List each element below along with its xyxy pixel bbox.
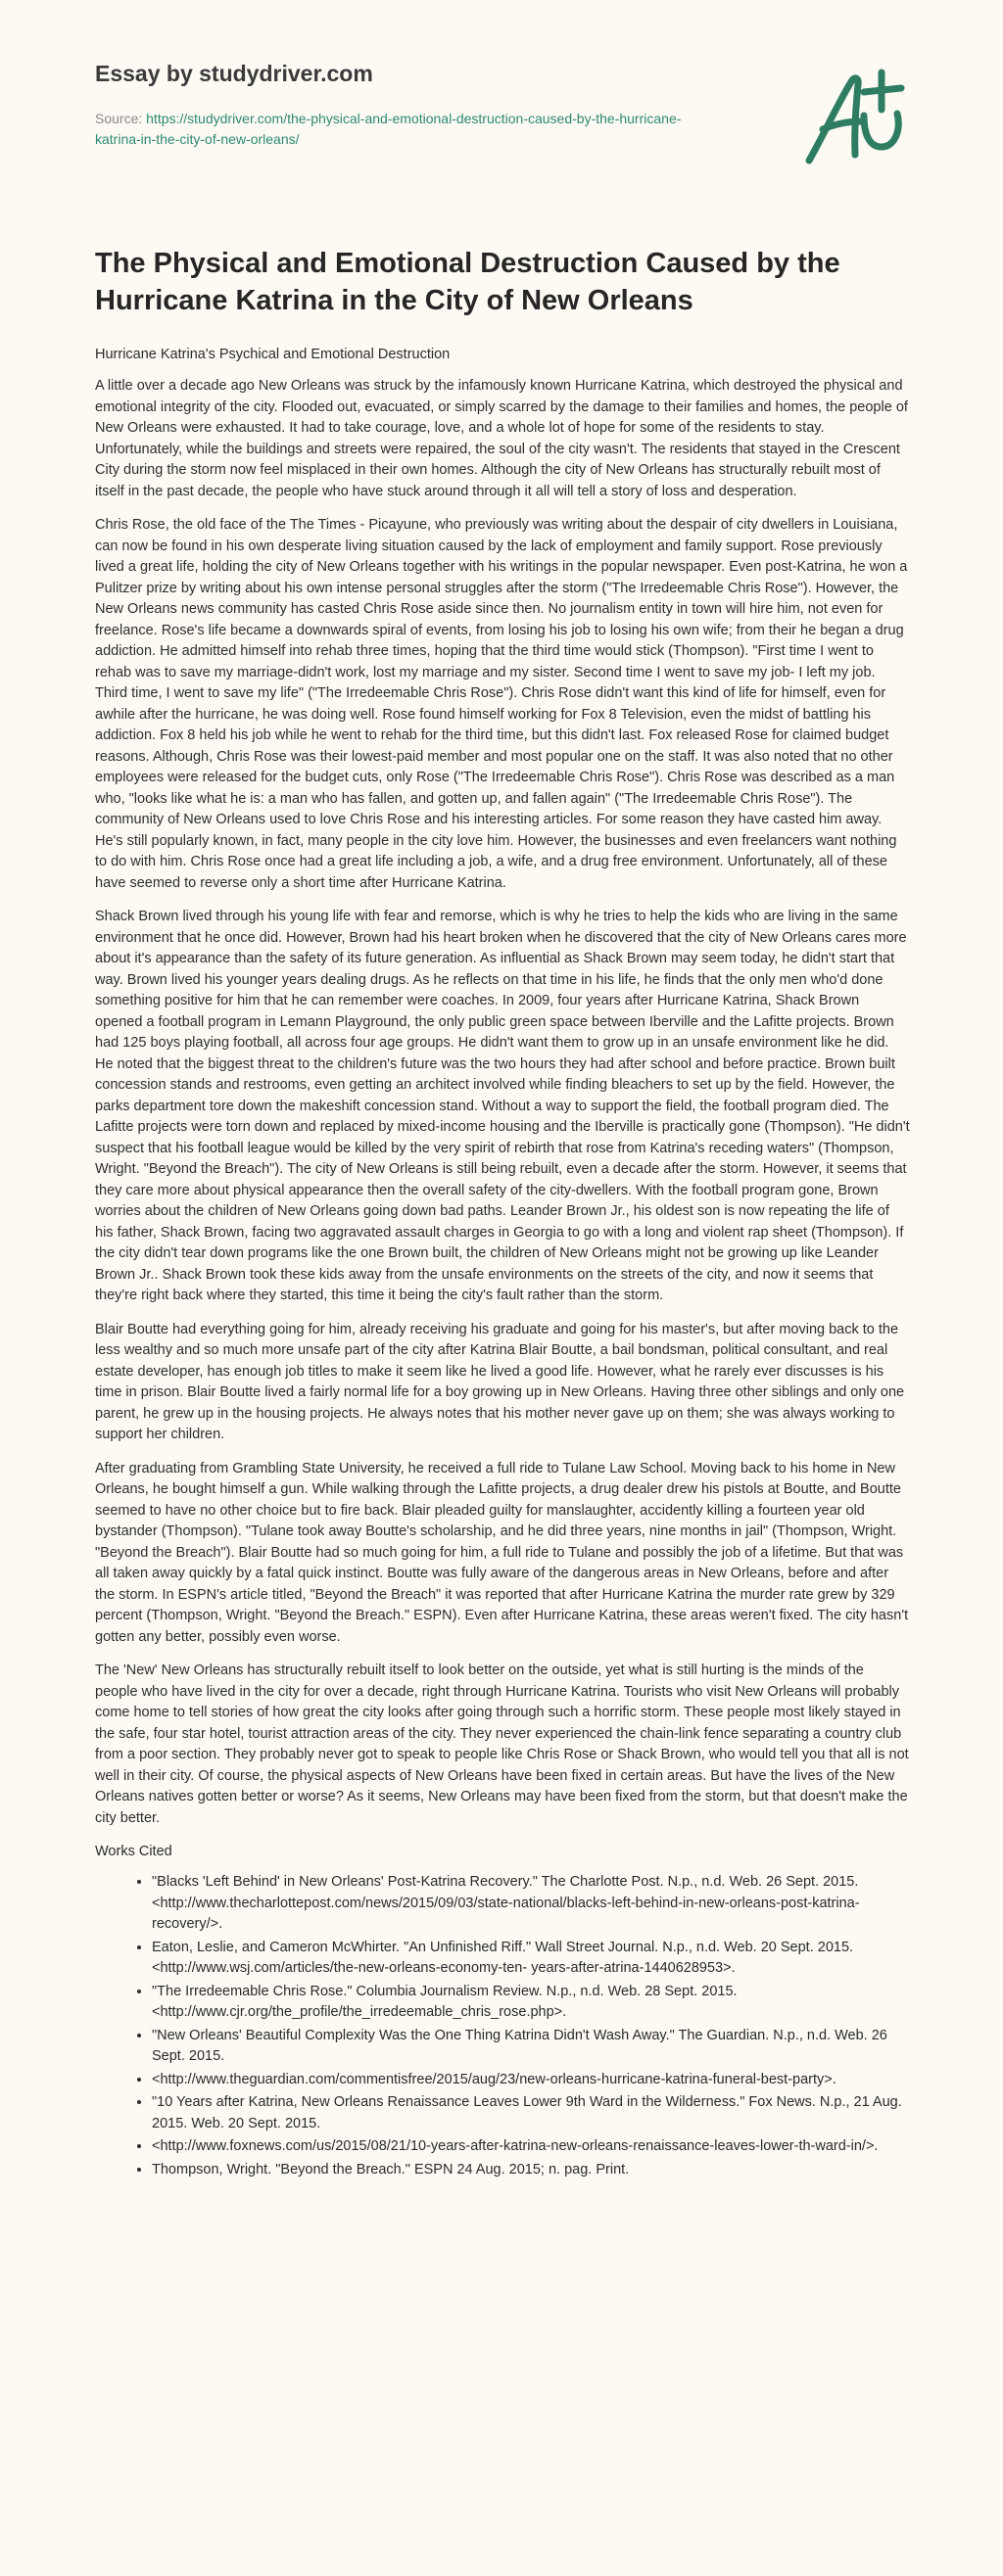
essay-article bbox=[95, 245, 910, 2182]
works-cited-item: • "Blacks 'Left Behind' in New Orleans' Post-Katrina Recovery." The Charlotte Post. N.p., n.d. Web. 26 Sept. 2015. <http://www.thecharlottepost.com/news/2015/09/03/state-national/blacks-left-behind-in-new-orleans-post-katrina-recovery/>. bbox=[152, 1872, 910, 1936]
source-line bbox=[95, 109, 702, 150]
works-cited-item: • "The Irredeemable Chris Rose." Columbia Journalism Review. N.p., n.d. Web. 28 Sept. 2015. <http://www.cjr.org/the_profile/the_irredeemable_chris_rose.php>. bbox=[152, 1982, 910, 2024]
paragraph-3: Shack Brown lived through his young life with fear and remorse, which is why he tries to help the kids who are living in the same environment that he once did. However, Brown had his heart broken when he discovered that the city of New Orleans cares more about it's appearance than the safety of its future generation. As influential as Shack Brown may seem today, he didn't start that way. Brown lived his younger years dealing drugs. As he reflects on that time in his life, he finds that the only men who'd done something positive for him that he can remember were coaches. In 2009, four years after Hurricane Katrina, Shack Brown opened a football program in Lemann Playground, the only public green space between Iberville and the Lafitte projects. Brown had 125 boys playing football, all across four age groups. He didn't want them to grow up in an unsafe environment like he did. He noted that the biggest threat to the children's future was the two hours they had after school and before practice. Brown built concession stands and restrooms, even getting an architect involved while finding bleachers to set up by the field. However, the parks department tore down the makeshift concession stand. Without a way to support the field, the football program died. The Lafitte projects were torn down and replaced by mixed-income housing and the Iberville is practically gone (Thompson). "He didn't suspect that his football league would be killed by the very spirit of rebirth that rose from Katrina's receding waters" (Thompson, Wright. "Beyond the Breach"). The city of New Orleans is still being rebuilt, even a decade after the storm. However, it seems that they care more about physical appearance then the overall safety of the city-dwellers. With the football program gone, Brown worries about the children of New Orleans going down bad paths. Leander Brown Jr., his oldest son is now repeating the life of his father, Shack Brown, facing two aggravated assault charges in Georgia to go with a long and violent rap sheet (Thompson). If the city didn't tear down programs like the one Brown built, the children of New Orleans might not be growing up like Leander Brown Jr.. Shack Brown took these kids away from the unsafe environments on the streets of the city, and now it seems that they're right back where they started, this time it being the city's fault rather than the storm. bbox=[95, 909, 910, 1303]
works-cited-item: • Eaton, Leslie, and Cameron McWhirter. "An Unfinished Riff." Wall Street Journal. N.p., n.d. Web. 20 Sept. 2015. <http://www.wsj.com/articles/the-new-orleans-economy-ten- years-after-atrina-1440628953>. bbox=[152, 1938, 910, 1980]
works-cited-heading: Works Cited bbox=[95, 1844, 172, 1859]
works-cited-list bbox=[95, 1872, 910, 2180]
source-label: Source: bbox=[95, 111, 147, 126]
source-link[interactable]: https://studydriver.com/the-physical-and-emotional-destruction-caused-by-the-hurricane-katrina-in-the-city-of-new-orleans/ bbox=[95, 111, 682, 147]
paragraph-1: A little over a decade ago New Orleans was struck by the infamously known Hurricane Katrina, which destroyed the physical and emotional integrity of the city. Flooded out, evacuated, or simply scarred by the damage to their families and homes, the people of New Orleans were exhausted. It had to take courage, love, and a whole lot of hope for some of the residents to stay. Unfortunately, while the buildings and streets were repaired, the soul of the city wasn't. The residents that stayed in the Crescent City during the storm now feel misplaced in their own homes. Although the city of New Orleans has structurally rebuilt most of itself in the past decade, the people who have stuck around through it all will tell a story of loss and desperation. bbox=[95, 378, 908, 499]
page-header bbox=[95, 61, 702, 150]
paragraph-5: After graduating from Grambling State University, he received a full ride to Tulane Law School. Moving back to his home in New Orleans, he bought himself a gun. While walking through the Lafitte projects, a drug dealer drew his pistols at Boutte, and Boutte seemed to have no other choice but to fire back. Blair pleaded guilty for manslaughter, accidently killing a fourteen year old bystander (Thompson). "Tulane took away Boutte's scholarship, and he did three years, nine months in jail" (Thompson, Wright. "Beyond the Breach"). Blair Boutte had so much going for him, a full ride to Tulane and possibly the job of a lifetime. But that was all taken away quickly by a fatal quick instinct. Boutte was fully aware of the dangerous areas in New Orleans, before and after the storm. In ESPN's article titled, "Beyond the Breach" it was reported that after Hurricane Katrina the murder rate grew by 329 percent (Thompson, Wright. "Beyond the Breach." ESPN). Even after Hurricane Katrina, these areas weren't fixed. The city hasn't gotten any better, possibly even worse. bbox=[95, 1460, 909, 1645]
paragraph-6: The 'New' New Orleans has structurally rebuilt itself to look better on the outside, yet what is still hurting is the minds of the people who have lived in the city for over a decade, right through Hurricane Katrina. Tourists who visit New Orleans will probably come home to tell stories of how great the city looks after going through such a horrific storm. These people most likely stayed in the safe, four star hotel, tourist attraction areas of the city. They never experienced the chain-link fence separating a country club from a poor section. They probably never got to speak to people like Chris Rose or Shack Brown, who would tell you that all is not well in their city. Of course, the physical aspects of New Orleans have been fixed in certain areas. But have the lives of the New Orleans natives gotten better or worse? As it seems, New Orleans may have been fixed from the storm, but that doesn't make the city better. bbox=[95, 1663, 909, 1826]
works-cited-item: • "New Orleans' Beautiful Complexity Was the One Thing Katrina Didn't Wash Away." The Guardian. N.p., n.d. Web. 26 Sept. 2015. bbox=[152, 2026, 910, 2068]
works-cited-item: • <http://www.theguardian.com/commentisfree/2015/aug/23/new-orleans-hurricane-katrina-funeral-best-party>. bbox=[152, 2070, 910, 2091]
studydriver-logo[interactable] bbox=[803, 65, 911, 166]
works-cited-item: • "10 Years after Katrina, New Orleans Renaissance Leaves Lower 9th Ward in the Wilderness." Fox News. N.p., 21 Aug. 2015. Web. 20 Sept. 2015. bbox=[152, 2092, 910, 2134]
works-cited-item: • Thompson, Wright. "Beyond the Breach." ESPN 24 Aug. 2015; n. pag. Print. bbox=[152, 2160, 910, 2181]
works-cited-item: • <http://www.foxnews.com/us/2015/08/21/10-years-after-katrina-new-orleans-renaissance-leaves-lower-th-ward-in/>. bbox=[152, 2136, 910, 2158]
essay-title: The Physical and Emotional Destruction Caused by the Hurricane Katrina in the City of New Orleans bbox=[95, 248, 840, 316]
paragraph-4: Blair Boutte had everything going for him, already receiving his graduate and going for his master's, but after moving back to the less wealthy and so much more unsafe part of the city after Katrina Blair Boutte, a bail bondsman, political consultant, and real estate developer, has enough job titles to make it seem like he lived a good life. However, what he rarely ever discusses is his time in prison. Blair Boutte lived a fairly normal life for a boy growing up in New Orleans. Having three other siblings and only one parent, he grew up in the housing projects. He always notes that his mother never gave up on them; she was always working to support her children. bbox=[95, 1321, 905, 1442]
paragraph-2: Chris Rose, the old face of the The Times - Picayune, who previously was writing about the despair of city dwellers in Louisiana, can now be found in his own desperate living situation caused by the lack of employment and family support. Rose previously lived a great life, holding the city of New Orleans together with his writings in the popular newspaper. Even post-Katrina, he won a Pulitzer prize by writing about his own intense personal struggles after the storm ("The Irredeemable Chris Rose"). However, the New Orleans news community has casted Chris Rose aside since then. No journalism entity in town will hire him, not even for freelance. Rose's life became a downwards spiral of events, from losing his job to losing his own wife; from their he began a drug addiction. He admitted himself into rehab three times, hoping that the third time would stick (Thompson). "First time I went to rehab was to save my marriage-didn't work, lost my marriage and my sister. Second time I went to save my job- I left my job. Third time, I went to save my life" ("The Irredeemable Chris Rose"). Chris Rose didn't want this kind of life for himself, even for awhile after the hurricane, he was doing well. Rose found himself working for Fox 8 Television, even the midst of battling his addiction. Fox 8 held his job while he went to rehab for the third time, but this didn't last. Fox released Rose for claimed budget reasons. Although, Chris Rose was their lowest-paid member and most popular one on the staff. It was also noted that no other employees were released for the budget cuts, only Rose ("The Irredeemable Chris Rose"). Chris Rose was described as a man who, "looks like what he is: a man who has fallen, and gotten up, and fallen again" ("The Irredeemable Chris Rose"). The community of New Orleans used to love Chris Rose and his interesting articles. For some reason they have casted him away. He's still popularly known, in fact, many people in the city love him. However, the businesses and even freelancers want nothing to do with him. Chris Rose once had a great life including a job, a wife, and a drug free environment. Unfortunately, all of these have seemed to reverse only a short time after Hurricane Katrina. bbox=[95, 517, 908, 891]
essay-subtitle: Hurricane Katrina's Psychical and Emotional Destruction bbox=[95, 347, 451, 362]
site-title: Essay by studydriver.com bbox=[95, 61, 373, 86]
